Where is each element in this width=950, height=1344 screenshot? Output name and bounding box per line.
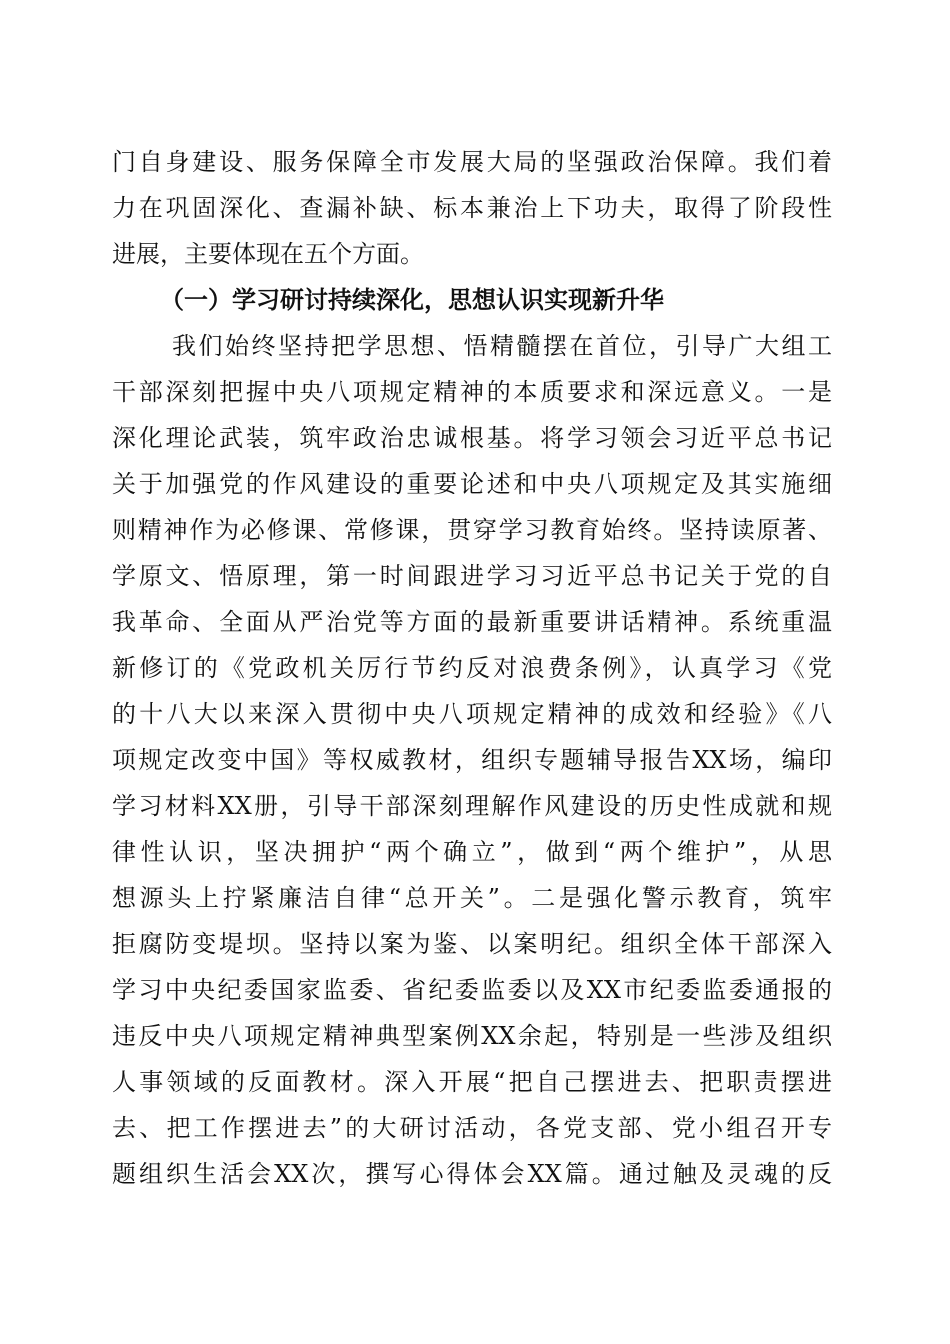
paragraph-line: 去、把工作摆进去”的大研讨活动，各党支部、党小组召开专 bbox=[112, 1114, 832, 1142]
paragraph-line: 进展，主要体现在五个方面。 bbox=[112, 240, 424, 268]
paragraph-line: 门自身建设、服务保障全市发展大局的坚强政治保障。我们着 bbox=[112, 148, 832, 176]
paragraph-line: 我们始终坚持把学思想、悟精髓摆在首位，引导广大组工 bbox=[172, 332, 832, 360]
paragraph-line: 深化理论武装，筑牢政治忠诚根基。将学习领会习近平总书记 bbox=[112, 424, 832, 452]
paragraph-line: 学习中央纪委国家监委、省纪委监委以及XX市纪委监委通报的 bbox=[112, 976, 832, 1004]
paragraph-line: 我革命、全面从严治党等方面的最新重要讲话精神。系统重温 bbox=[112, 608, 832, 636]
paragraph-line: 关于加强党的作风建设的重要论述和中央八项规定及其实施细 bbox=[112, 470, 832, 498]
paragraph-line: 的十八大以来深入贯彻中央八项规定精神的成效和经验》《八 bbox=[112, 700, 832, 728]
paragraph-line: 人事领域的反面教材。深入开展“把自己摆进去、把职责摆进 bbox=[112, 1068, 832, 1096]
paragraph-line: 学原文、悟原理，第一时间跟进学习习近平总书记关于党的自 bbox=[112, 562, 832, 590]
paragraph-line: 干部深刻把握中央八项规定精神的本质要求和深远意义。一是 bbox=[112, 378, 832, 406]
paragraph-line: 力在巩固深化、查漏补缺、标本兼治上下功夫，取得了阶段性 bbox=[112, 194, 832, 222]
paragraph-line: 新修订的《党政机关厉行节约反对浪费条例》，认真学习《党 bbox=[112, 654, 832, 682]
paragraph-line: 学习材料XX册，引导干部深刻理解作风建设的历史性成就和规 bbox=[112, 792, 832, 820]
paragraph-line: 题组织生活会XX次，撰写心得体会XX篇。通过触及灵魂的反 bbox=[112, 1160, 832, 1188]
paragraph-line: 想源头上拧紧廉洁自律“总开关”。二是强化警示教育，筑牢 bbox=[112, 884, 832, 912]
paragraph-line: 律性认识，坚决拥护“两个确立”，做到“两个维护”，从思 bbox=[112, 838, 832, 866]
paragraph-line: 违反中央八项规定精神典型案例XX余起，特别是一些涉及组织 bbox=[112, 1022, 832, 1050]
paragraph-line: 则精神作为必修课、常修课，贯穿学习教育始终。坚持读原著、 bbox=[112, 516, 832, 544]
section-heading: （一）学习研讨持续深化，思想认识实现新升华 bbox=[160, 286, 664, 314]
paragraph-line: 项规定改变中国》等权威教材，组织专题辅导报告XX场，编印 bbox=[112, 746, 832, 774]
paragraph-line: 拒腐防变堤坝。坚持以案为鉴、以案明纪。组织全体干部深入 bbox=[112, 930, 832, 958]
